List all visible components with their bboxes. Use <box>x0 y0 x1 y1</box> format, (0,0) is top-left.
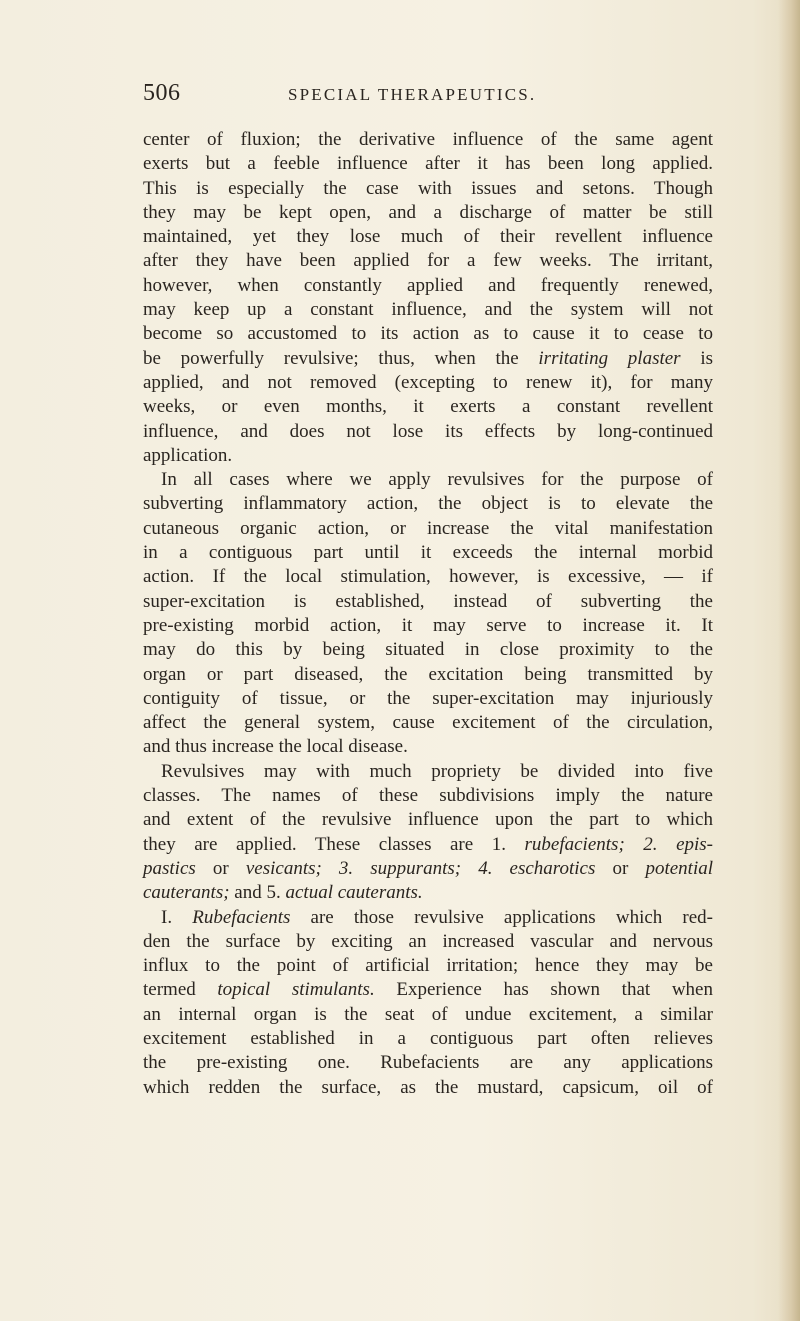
italic-term: actual cauterants. <box>285 882 423 904</box>
page-header <box>143 80 713 114</box>
text-line: weeks, or even months, it exerts a constant revellent <box>143 396 713 418</box>
italic-term: vesicants; 3. suppurants; 4. escharotics <box>245 857 596 879</box>
text-line: and thus increase the local disease. <box>143 736 408 758</box>
italic-term: Rubefacients <box>192 906 291 928</box>
running-head: SPECIAL THERAPEUTICS. <box>288 85 537 104</box>
text-line: classes. The names of these subdivisions imply the nature <box>143 785 713 807</box>
text-line: cutaneous organic action, or increase the vital manifestation <box>143 517 713 539</box>
text-line: den the surface by exciting an increased vascular and nervous <box>143 930 713 952</box>
text-line: however, when constantly applied and frequently renewed, <box>143 274 713 296</box>
text-line: applied, and not removed (excepting to renew it), for many <box>143 371 713 393</box>
text-line: I. Rubefacients are those revulsive applications which red- <box>161 906 714 928</box>
page-edge-shadow <box>778 0 800 1321</box>
text-line: super-excitation is established, instead of subverting the <box>143 590 713 612</box>
text-line: affect the general system, cause excitement of the circulation, <box>143 712 713 734</box>
text-line: after they have been applied for a few weeks. The irritant, <box>143 250 713 272</box>
text-line: which redden the surface, as the mustard, capsicum, oil of <box>143 1076 713 1098</box>
text-line: be powerfully revulsive; thus, when the irritating plaster is <box>143 347 713 369</box>
text-line: an internal organ is the seat of undue excitement, a similar <box>143 1003 713 1025</box>
text-line: cauterants; and 5. actual cauterants. <box>143 882 423 904</box>
text-line: organ or part diseased, the excitation being transmitted by <box>143 663 713 685</box>
paragraph <box>143 468 713 760</box>
italic-term: rubefacients; 2. epis- <box>524 833 714 855</box>
paragraph <box>143 760 713 906</box>
text-line: contiguity of tissue, or the super-excitation may injuriously <box>143 687 713 709</box>
italic-term: topical stimulants. <box>217 979 375 1001</box>
paragraph <box>143 128 713 468</box>
text-line: subverting inflammatory action, the object is to elevate the <box>143 493 713 515</box>
text-line: become so accustomed to its action as to cause it to cease to <box>143 323 713 345</box>
text-line: and extent of the revulsive influence upon the part to which <box>143 809 713 831</box>
text-line: exerts but a feeble influence after it has been long applied. <box>143 153 713 175</box>
text-line: influence, and does not lose its effects by long-continued <box>143 420 713 442</box>
text-line: they may be kept open, and a discharge of matter be still <box>143 201 713 223</box>
text-line: may keep up a constant influence, and the system will not <box>143 299 713 321</box>
text-line: in a contiguous part until it exceeds the internal morbid <box>143 542 713 564</box>
italic-term: pastics <box>143 857 196 879</box>
text-line: excitement established in a contiguous part often relieves <box>143 1027 713 1049</box>
text-line: influx to the point of artificial irritation; hence they may be <box>143 955 713 977</box>
text-line: maintained, yet they lose much of their revellent influence <box>143 226 713 248</box>
text-line: may do this by being situated in close proximity to the <box>143 639 713 661</box>
text-line: they are applied. These classes are 1. rubefacients; 2. epis- <box>143 833 714 855</box>
paragraph <box>143 906 713 1100</box>
text-line: pastics or vesicants; 3. suppurants; 4. escharotics or potential <box>143 857 714 879</box>
text-line: application. <box>143 444 233 466</box>
text-line: Revulsives may with much propriety be divided into five <box>161 760 713 782</box>
text-line: action. If the local stimulation, however, is excessive, — if <box>143 566 713 588</box>
italic-term: cauterants; <box>143 882 230 904</box>
text-line: pre-existing morbid action, it may serve to increase it. It <box>143 614 713 636</box>
body-text <box>143 128 713 1100</box>
page-number: 506 <box>143 80 181 106</box>
text-line: This is especially the case with issues and setons. Though <box>143 177 713 199</box>
italic-term: potential <box>645 857 714 879</box>
text-line: the pre-existing one. Rubefacients are any applications <box>143 1052 713 1074</box>
text-line: termed topical stimulants. Experience has shown that when <box>143 979 713 1001</box>
text-line: In all cases where we apply revulsives for the purpose of <box>161 469 713 491</box>
text-line: center of fluxion; the derivative influence of the same agent <box>143 129 713 150</box>
italic-term: irritating plaster <box>538 347 681 369</box>
